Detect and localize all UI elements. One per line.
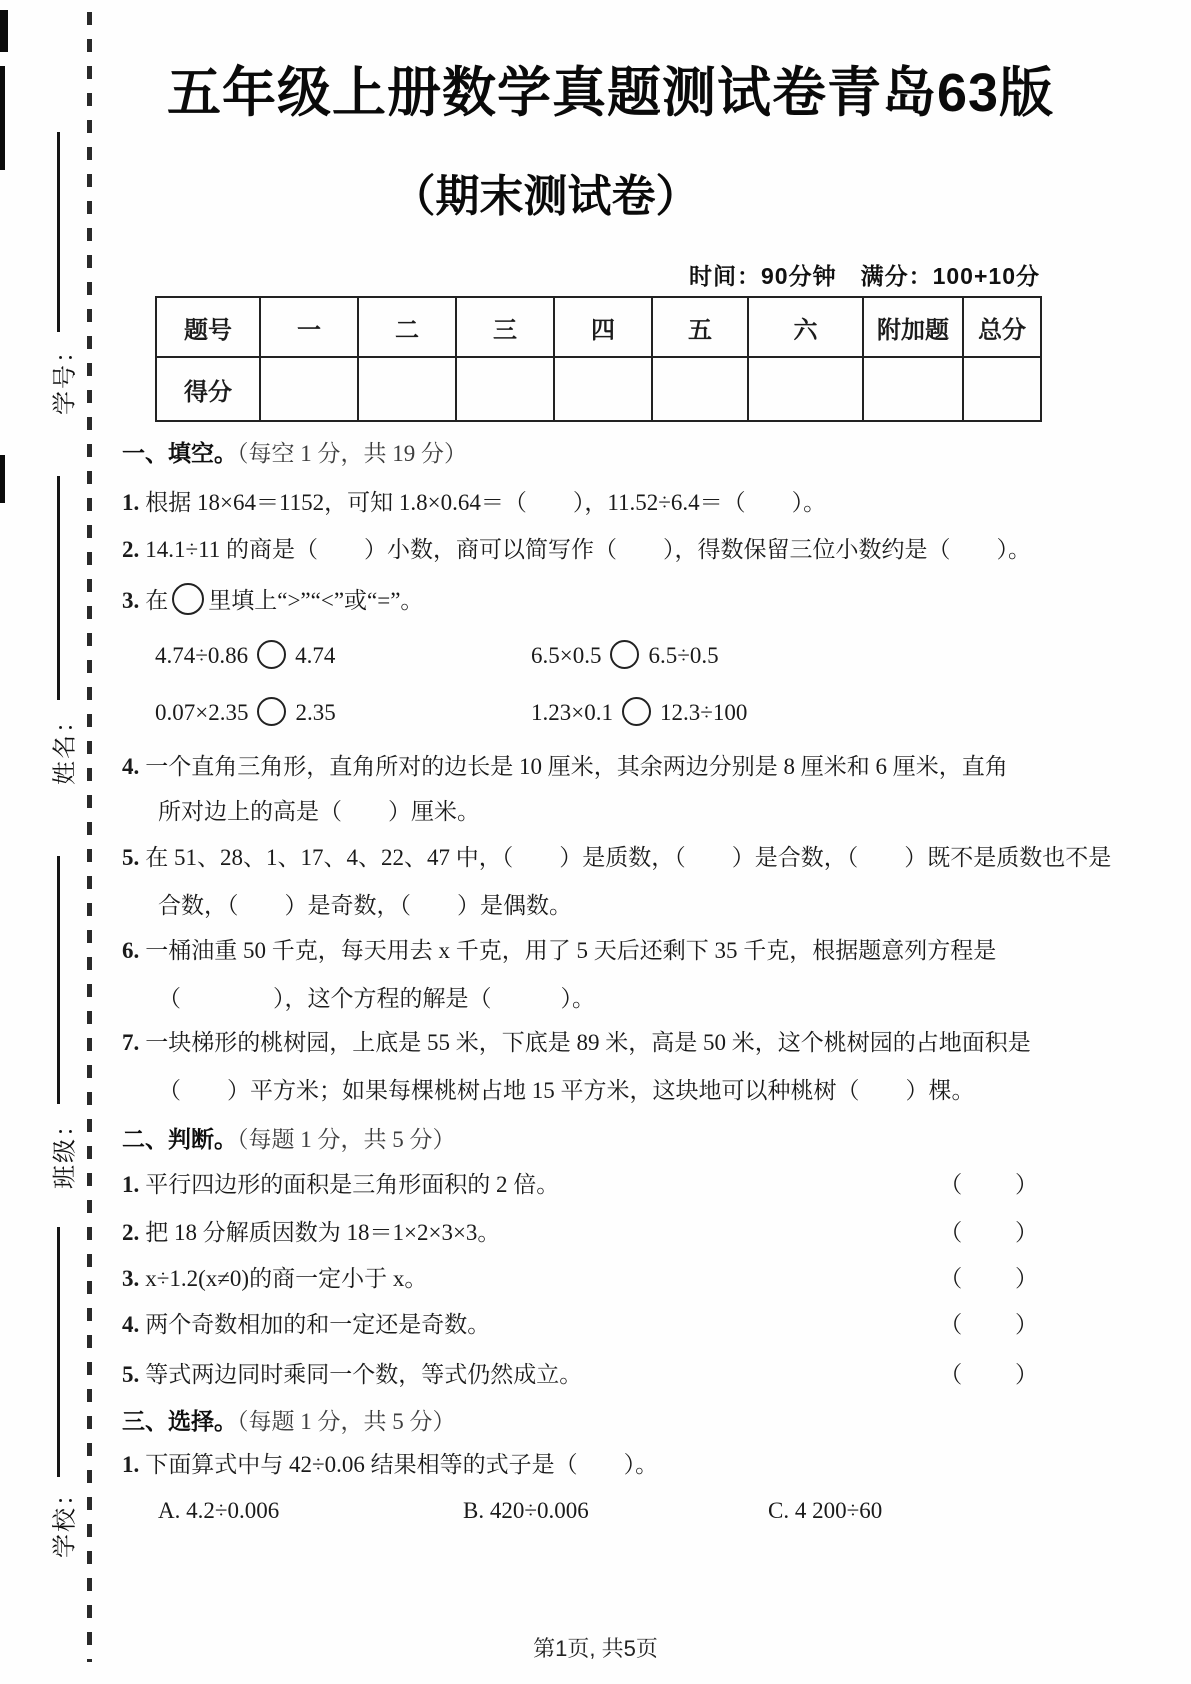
score-row-label: 得分 <box>156 357 260 421</box>
comparison-left: 6.5×0.5 <box>531 643 602 668</box>
score-table-header-bonus: 附加题 <box>863 297 963 357</box>
section-choice-heading <box>122 1406 1048 1437</box>
question-continuation: 所对边上的高是（ ）厘米。 <box>158 799 480 824</box>
answer-blank: （ ） <box>939 1220 1046 1245</box>
class-write-line <box>57 856 60 1104</box>
sidebar-label-school: 学校： <box>52 1480 79 1558</box>
question <box>122 752 1048 782</box>
score-table-header-5: 五 <box>652 297 748 357</box>
question-text: 根据 18×64＝1152，可知 1.8×0.64＝（ ），11.52÷6.4＝（ ）。 <box>145 490 827 515</box>
answer-blank: （ ） <box>939 1362 1046 1387</box>
question-number: 1. <box>122 1172 140 1197</box>
section-judge-note: （每题 1 分，共 5 分） <box>237 1127 456 1152</box>
answer-blank: （ ） <box>939 1312 1046 1337</box>
binding-dashed-line <box>87 12 92 1662</box>
question-number: 4. <box>122 754 140 779</box>
question-text: x÷1.2(x≠0)的商一定小于 x。 <box>145 1266 428 1291</box>
answer-blank: （ ） <box>939 1266 1046 1291</box>
judge-item <box>122 1264 1048 1294</box>
compare-circle-blank <box>622 697 651 726</box>
comparison-item <box>155 640 335 671</box>
question <box>122 1450 1048 1480</box>
option-b: B. 420÷0.006 <box>463 1498 589 1523</box>
score-table-header-3: 三 <box>456 297 554 357</box>
score-table-header-2: 二 <box>358 297 456 357</box>
question <box>122 1028 1048 1058</box>
question-number: 1. <box>122 490 140 515</box>
section-fill-title: 一、填空。 <box>122 440 237 466</box>
section-fill-note: （每空 1 分，共 19 分） <box>237 441 467 466</box>
exam-time-score-info: 时间：90分钟 满分：100+10分 <box>689 263 1040 289</box>
comparison-item <box>155 697 336 728</box>
score-table-header-1: 一 <box>260 297 358 357</box>
question-text: 一桶油重 50 千克，每天用去 x 千克，用了 5 天后还剩下 35 千克，根据题意列方程是 <box>145 938 997 963</box>
score-table-header-question: 题号 <box>156 297 260 357</box>
question <box>122 535 1048 565</box>
question-number: 4. <box>122 1312 140 1337</box>
question-continuation: 合数，（ ）是奇数，（ ）是偶数。 <box>158 893 572 918</box>
score-table <box>155 296 1042 422</box>
question-number: 3. <box>122 588 140 613</box>
question-text: 一个直角三角形，直角所对的边长是 10 厘米，其余两边分别是 8 厘米和 6 厘米，直角 <box>145 754 1008 779</box>
question-number: 6. <box>122 938 140 963</box>
question-number: 2. <box>122 537 140 562</box>
comparison-left: 1.23×0.1 <box>531 700 613 725</box>
comparison-left: 0.07×2.35 <box>155 700 249 725</box>
question-number: 3. <box>122 1266 140 1291</box>
compare-circle-blank <box>257 697 286 726</box>
question-text: 平行四边形的面积是三角形面积的 2 倍。 <box>145 1172 560 1197</box>
section-choice-note: （每题 1 分，共 5 分） <box>237 1409 456 1434</box>
comparison-right: 6.5÷0.5 <box>648 643 719 668</box>
question-text: 两个奇数相加的和一定还是奇数。 <box>145 1312 491 1337</box>
scan-edge-artifact <box>0 455 5 503</box>
section-fill-heading <box>122 438 1048 469</box>
comparison-item <box>531 697 747 728</box>
score-table-header-total: 总分 <box>963 297 1041 357</box>
question-text-pre: 在 <box>145 588 169 613</box>
compare-circle-blank <box>172 583 204 615</box>
comparison-right: 2.35 <box>295 700 336 725</box>
comparison-item <box>531 640 719 671</box>
question-text: 把 18 分解质因数为 18＝1×2×3×3。 <box>145 1220 501 1245</box>
question-text: 在 51、28、1、17、4、22、47 中，（ ）是质数，（ ）是合数，（ ）既不是质数也不是 <box>145 845 1112 870</box>
page-number-footer: 第1页, 共5页 <box>533 1636 658 1661</box>
score-cell <box>260 357 358 421</box>
question-text-post: 里填上“>”“<”或“=”。 <box>208 588 424 613</box>
paper-subtitle: （期末测试卷） <box>391 172 700 221</box>
question <box>122 583 1048 616</box>
compare-circle-blank <box>610 640 639 669</box>
judge-item <box>122 1170 1048 1200</box>
question <box>122 488 1048 518</box>
section-judge-title: 二、判断。 <box>122 1126 237 1152</box>
question <box>122 936 1048 966</box>
sidebar-label-name: 姓名： <box>52 707 79 785</box>
comparison-right: 12.3÷100 <box>659 700 748 725</box>
option-a: A. 4.2÷0.006 <box>158 1498 280 1523</box>
question-text: 等式两边同时乘同一个数，等式仍然成立。 <box>145 1362 583 1387</box>
question <box>122 843 1112 873</box>
sidebar-label-student-id: 学号： <box>52 337 79 415</box>
paper-title: 五年级上册数学真题测试卷青岛63版 <box>166 63 1055 123</box>
question-text: 一块梯形的桃树园，上底是 55 米，下底是 89 米，高是 50 米，这个桃树园的占地面积是 <box>145 1030 1031 1055</box>
question-text: 下面算式中与 42÷0.06 结果相等的式子是（ ）。 <box>145 1452 659 1477</box>
question-number: 1. <box>122 1452 140 1477</box>
scan-edge-artifact <box>0 10 8 52</box>
question-number: 5. <box>122 845 140 870</box>
question-continuation: （ ）平方米；如果每棵桃树占地 15 平方米，这块地可以种桃树（ ）棵。 <box>158 1078 975 1103</box>
judge-item <box>122 1218 1048 1248</box>
section-judge-heading <box>122 1124 1048 1155</box>
judge-item <box>122 1310 1048 1340</box>
question-number: 5. <box>122 1362 140 1387</box>
option-c: C. 4 200÷60 <box>768 1498 883 1523</box>
score-cell <box>456 357 554 421</box>
score-table-header-4: 四 <box>554 297 652 357</box>
comparison-row <box>122 697 1048 729</box>
comparison-row <box>122 640 1048 672</box>
school-write-line <box>57 1227 60 1477</box>
score-cell <box>963 357 1041 421</box>
question-continuation: （ ），这个方程的解是（ ）。 <box>158 986 595 1011</box>
score-table-header-6: 六 <box>748 297 863 357</box>
comparison-right: 4.74 <box>295 643 336 668</box>
judge-item <box>122 1360 1048 1390</box>
options-row <box>122 1496 1048 1526</box>
compare-circle-blank <box>257 640 286 669</box>
section-choice-title: 三、选择。 <box>122 1408 237 1434</box>
question-number: 2. <box>122 1220 140 1245</box>
question-number: 7. <box>122 1030 140 1055</box>
question-text: 14.1÷11 的商是（ ）小数，商可以简写作（ ），得数保留三位小数约是（ ）。 <box>145 537 1032 562</box>
sidebar-label-class: 班级： <box>52 1111 79 1189</box>
score-cell <box>863 357 963 421</box>
answer-blank: （ ） <box>939 1172 1046 1197</box>
score-cell <box>748 357 863 421</box>
name-write-line <box>57 476 60 700</box>
comparison-left: 4.74÷0.86 <box>155 643 249 668</box>
scan-edge-artifact <box>0 66 5 170</box>
score-cell <box>554 357 652 421</box>
score-cell <box>358 357 456 421</box>
score-cell <box>652 357 748 421</box>
